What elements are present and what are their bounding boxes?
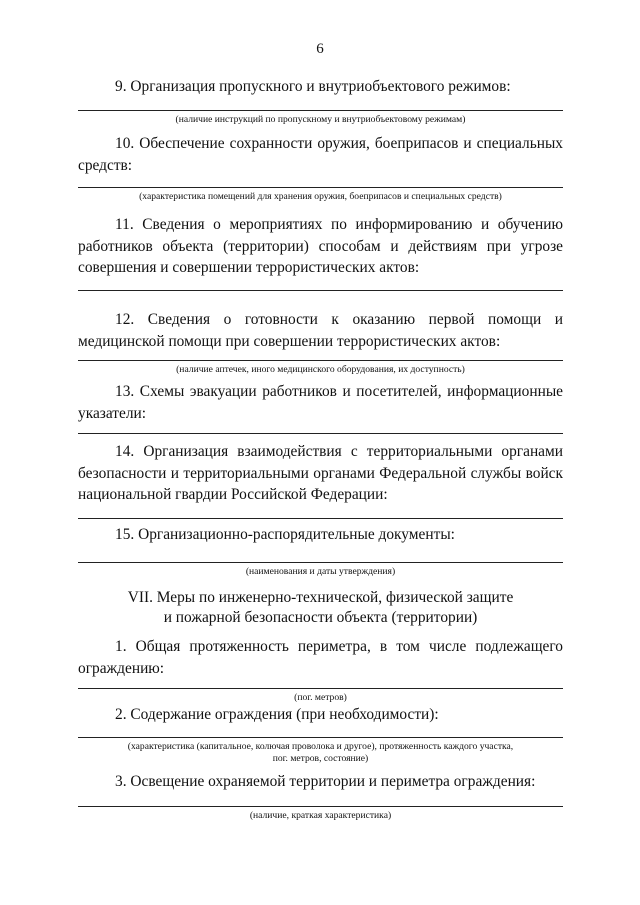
section-7-item-1-text: 1. Общая протяженность периметра, в том числе подлежащего ограждению: — [78, 638, 563, 677]
item-10-fill-line — [78, 187, 563, 188]
item-12-text: 12. Сведения о готовности к оказанию первой помощи и медицинской помощи при совершении террористических актов: — [78, 311, 563, 350]
item-10-caption: (характеристика помещений для хранения оружия, боеприпасов и специальных средств) — [139, 191, 502, 202]
item-12-fill-line — [78, 360, 563, 361]
item-11-text: 11. Сведения о мероприятиях по информированию и обучению работников объекта (территории) способам и действиям при угрозе совершения и совершении террористических актов: — [78, 216, 563, 276]
section-7-heading-line-2: и пожарной безопасности объекта (территории) — [163, 609, 478, 626]
item-12-caption: (наличие аптечек, иного медицинского оборудования, их доступность) — [176, 364, 465, 375]
item-14-text: 14. Организация взаимодействия с территориальными органами безопасности и территориальными органами Федеральной службы войск национальной гвардии Российской Федерации: — [78, 443, 563, 503]
item-13-text: 13. Схемы эвакуации работников и посетителей, информационные указатели: — [78, 383, 563, 422]
item-14-fill-line — [78, 518, 563, 519]
item-9-fill-line — [78, 110, 563, 111]
item-15-text: 15. Организационно-распорядительные документы: — [115, 526, 455, 543]
item-15-fill-line — [78, 562, 563, 563]
section-7-item-3-fill-line — [78, 806, 563, 807]
section-7-item-2-caption-line-2: пог. метров, состояние) — [272, 753, 369, 764]
item-11-fill-line — [78, 290, 563, 291]
page-number: 6 — [316, 41, 324, 57]
item-15-caption: (наименования и даты утверждения) — [245, 566, 396, 577]
section-7-item-3-caption: (наличие, краткая характеристика) — [249, 810, 392, 821]
section-7-item-1-fill-line — [78, 688, 563, 689]
section-7-item-2-fill-line — [78, 737, 563, 738]
section-7-heading-line-1: VII. Меры по инженерно-технической, физической защите — [127, 589, 514, 606]
item-9-text: 9. Организация пропускного и внутриобъектового режимов: — [115, 78, 511, 95]
item-13-fill-line — [78, 433, 563, 434]
section-7-item-2-text: 2. Содержание ограждения (при необходимости): — [115, 706, 439, 723]
section-7-item-1-caption: (пог. метров) — [294, 692, 347, 703]
section-7-item-2-caption-line-1: (характеристика (капитальное, колючая проволока и другое), протяженность каждого участка, — [127, 741, 514, 752]
item-9-caption: (наличие инструкций по пропускному и внутриобъектовому режимам) — [175, 114, 466, 125]
item-10-text: 10. Обеспечение сохранности оружия, боеприпасов и специальных средств: — [78, 135, 563, 174]
section-7-item-3-text: 3. Освещение охраняемой территории и периметра ограждения: — [115, 773, 536, 790]
